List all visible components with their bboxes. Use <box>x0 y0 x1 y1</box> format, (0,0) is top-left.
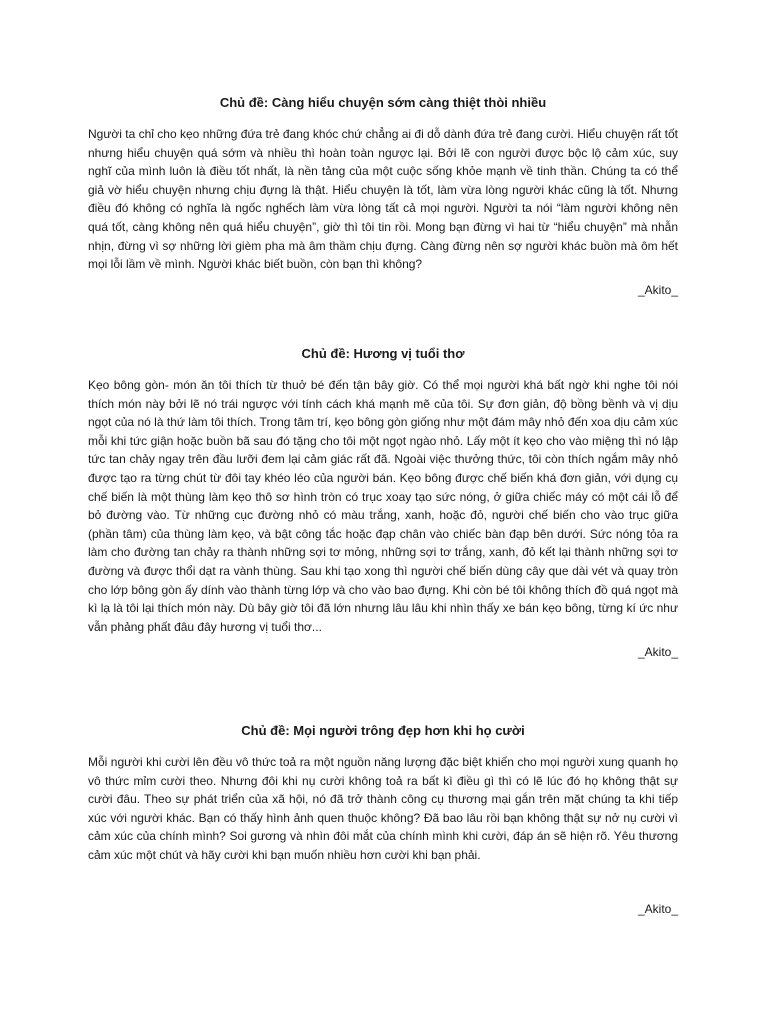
essay-signature: _Akito_ <box>637 282 678 297</box>
essay-section-1 <box>88 95 678 298</box>
essay-signature: _Akito_ <box>637 645 678 660</box>
essay-body: Kẹo bông gòn- món ăn tôi thích từ thuở bé đến tận bây giờ. Có thể mọi người khá bất ngờ khi nghe tôi nói thích món này bởi lẽ nó trái ngược với tính cách khá mạnh mẽ của tôi. Sự đơn giản, độ bồng bềnh và vị dịu ngọt của nó là thứ làm tôi thích. Trong tâm trí, kẹo bông gòn giống như một đám mây nhỏ đến xoa dịu cảm xúc mỗi khi tức giận hoặc buồn bã sau đó tặng cho tôi một ngọt ngào nhỏ. Lấy một ít kẹo cho vào miệng thì nó lập tức tan chảy ngay trên đầu lưỡi đem lại cảm giác rất đã. Ngoài việc thưởng thức, tôi còn thích ngắm mây nhỏ được tạo ra từng chút từ đôi tay khéo léo của người bán. Kẹo bông được chế biến khá đơn giản, với dụng cụ chế biến là một thùng làm kẹo thô sơ hình tròn có trục xoay tạo sức nóng, ở giữa chiếc máy có một cái lỗ để bỏ đường vào. Từ những cục đường nhỏ có màu trắng, xanh, hoặc đỏ, người chế biến cho vào trục giữa (phần tâm) của thùng làm kẹo, và bật công tắc hoặc đạp chân vào chiếc bàn đạp bên dưới. Sức nóng tỏa ra làm cho đường tan chảy ra thành những sợi tơ mỏng, những sợi tơ trắng, xanh, đỏ kết lại thành những sợi tơ đường và được thổi dạt ra vành thùng. Sau khi tạo xong thì người chế biến dùng cây que dài vét và quay tròn cho lớp bông gòn ấy dính vào thành từng lớp và cho vào bao đựng. Khi còn bé tôi không thích đồ quá ngọt mà kì lạ là tôi lại thích món này. Dù bây giờ tôi đã lớn nhưng lâu lâu khi nhìn thấy xe bán kẹo bông, từng kí ức như vẫn phảng phất đâu đây hương vị tuổi thơ... <box>88 378 678 634</box>
essay-body: Mỗi người khi cười lên đều vô thức toả ra một nguồn năng lượng đặc biệt khiến cho mọi người xung quanh họ vô thức mỉm cười theo. Nhưng đôi khi nụ cười không toả ra bất kì điều gì thì có lẽ lúc đó họ không thật sự cười đâu. Theo sự phát triển của xã hội, nó đã trở thành công cụ thương mại gắn trên mặt chúng ta khi tiếp xúc với người khác. Bạn có thấy hình ảnh quen thuộc không? Đã bao lâu rồi bạn không thật sự nở nụ cười vì cảm xúc của chính mình? Soi gương và nhìn đôi mắt của chính mình khi cười, đáp án sẽ hiện rõ. Yêu thương cảm xúc một chút và hãy cười khi bạn muốn nhiều hơn cười khi bạn phải. <box>88 755 678 862</box>
essay-section-2 <box>88 346 678 660</box>
essay-title: Chủ đề: Hương vị tuổi thơ <box>301 346 465 361</box>
essay-signature: _Akito_ <box>637 901 678 916</box>
essay-body: Người ta chỉ cho kẹo những đứa trẻ đang khóc chứ chẳng ai đi dỗ dành đứa trẻ đang cười. Hiểu chuyện rất tốt nhưng hiểu chuyện quá sớm và nhiều thì hoàn toàn ngược lại. Bởi lẽ con người được bộc lộ cảm xúc, suy nghĩ của mình luôn là điều tốt nhất, là nền tảng của một cuộc sống khỏe mạnh về tinh thần. Chúng ta có thể giả vờ hiểu chuyện nhưng chịu đựng là thật. Hiểu chuyện là tốt, làm vừa lòng người khác cũng là tốt. Nhưng điều đó không có nghĩa là ngốc nghếch làm vừa lòng tất cả mọi người. Người ta nói “làm người không nên quá tốt, càng không nên quá hiểu chuyện”, giờ thì tôi tin rồi. Mong bạn đừng vì hai từ “hiểu chuyện” mà nhẫn nhịn, đừng vì sợ những lời gièm pha mà âm thầm chịu đựng. Càng đừng nên sợ người khác buồn mà ôm hết mọi lỗi lầm về mình. Người khác biết buồn, còn bạn thì không? <box>88 127 678 272</box>
essay-title: Chủ đề: Mọi người trông đẹp hơn khi họ cười <box>241 723 525 738</box>
essay-title: Chủ đề: Càng hiểu chuyện sớm càng thiệt thòi nhiều <box>219 95 547 110</box>
essay-section-3 <box>88 723 678 917</box>
